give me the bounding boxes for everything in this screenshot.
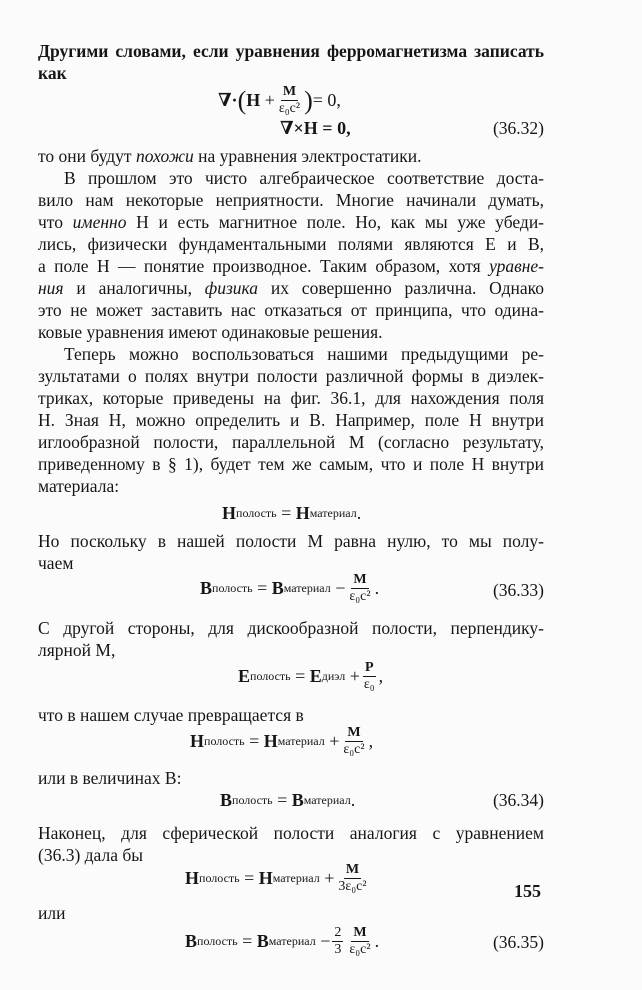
fraction: $\frac{M}{\text{3ε₀c²}}$ [338,862,367,894]
equation-36-35: B полость = B материал − $\frac{2}{3}$ $\frac{M}{\text{ε₀c²}}$ . [185,925,380,957]
equation-36-34: B полость = B материал . [220,790,356,810]
text-line: иглообразной полости, параллельной M (согласно результату, [38,432,544,452]
equation-number: (36.32) [492,118,544,138]
text-line: ковые уравнения имеют одинаковые решения. [38,322,383,342]
text-line: Другими словами, если уравнения ферромагнетизма записать [38,41,544,61]
equation-36-32-second: ∇×H = 0, [280,118,351,138]
fraction: $\frac{P}{\text{ε₀}}$ [363,660,375,692]
equation-h-sphere: H полость = H материал + $\frac{M}{\text{3ε₀c²}}$ [185,862,367,894]
text-line: Теперь можно воспользоваться нашими предыдущими ре- [64,344,544,364]
equation-number: (36.35) [492,932,544,952]
text-line: материала: [38,476,120,496]
text-line: Но поскольку в нашей полости M равна нулю, то мы полу- [38,531,544,551]
text-line: (36.3) дала бы [38,845,144,865]
text-line: а поле H — понятие производное. Таким образом, хотя уравне- [38,256,544,276]
fraction: $\frac{M}{\text{ε₀c²}}$ [278,84,301,116]
text-line: или в величинах B: [38,768,182,788]
text-line: то они будут похожи на уравнения электростатики. [38,146,422,166]
text-line: чаем [38,553,74,573]
text-line: зультатами о полях внутри полости различной формы в диэлек- [38,366,544,386]
equation-h-cavity-2: H полость = H материал + $\frac{M}{\text{ε₀c²}}$ , [190,725,374,757]
text-line: С другой стороны, для дискообразной полости, перпендику- [38,618,544,638]
fraction: $\frac{2}{3}$ [334,925,342,957]
text-line: H. Зная H, можно определить и B. Например, поле H внутри [38,410,544,430]
fraction: $\frac{M}{\text{ε₀c²}}$ [349,572,371,604]
text-line: или [38,903,66,923]
fraction: $\frac{M}{\text{ε₀c²}}$ [343,725,365,757]
text-line: как [38,63,67,83]
text-line: лярной M, [38,640,116,660]
text-line: вило нам некоторые неприятности. Многие начинали думать, [38,190,544,210]
fraction: $\frac{M}{\text{ε₀c²}}$ [349,925,371,957]
text-line: что в нашем случае превращается в [38,705,304,725]
text-line: лись, физически фундаментальными полями являются E и B, [38,234,544,254]
page-number: 155 [514,881,541,901]
equation-36-33: B полость = B материал − $\frac{M}{\text{ε₀c²}}$ . [200,572,380,604]
text-line: В прошлом это чисто алгебраическое соответствие доста- [64,168,544,188]
text-line: триках, которые приведены на фиг. 36.1, для нахождения поля [38,388,544,408]
text-line: что именно H и есть магнитное поле. Но, как мы уже убеди- [38,212,545,232]
equation-36-32-first: ∇· ( H + $\frac{M}{\text{ε₀c²}}$ ) = 0, [218,84,341,116]
equation-e-cavity: E полость = E диэл + $\frac{P}{\text{ε₀}}$ , [238,660,384,692]
equation-number: (36.33) [492,580,544,600]
text-line: ния и аналогичны, физика их совершенно различна. Однако [38,278,544,298]
text-line: Наконец, для сферической полости аналогия с уравнением [38,823,544,843]
equation-h-cavity: H полость = H материал . [222,503,362,523]
text-line: приведенному в § 1), будет тем же самым, что и поле H внутри [38,454,544,474]
equation-number: (36.34) [492,790,544,810]
text-line: это не может заставить нас отказаться от принципа, что одина- [38,300,544,320]
